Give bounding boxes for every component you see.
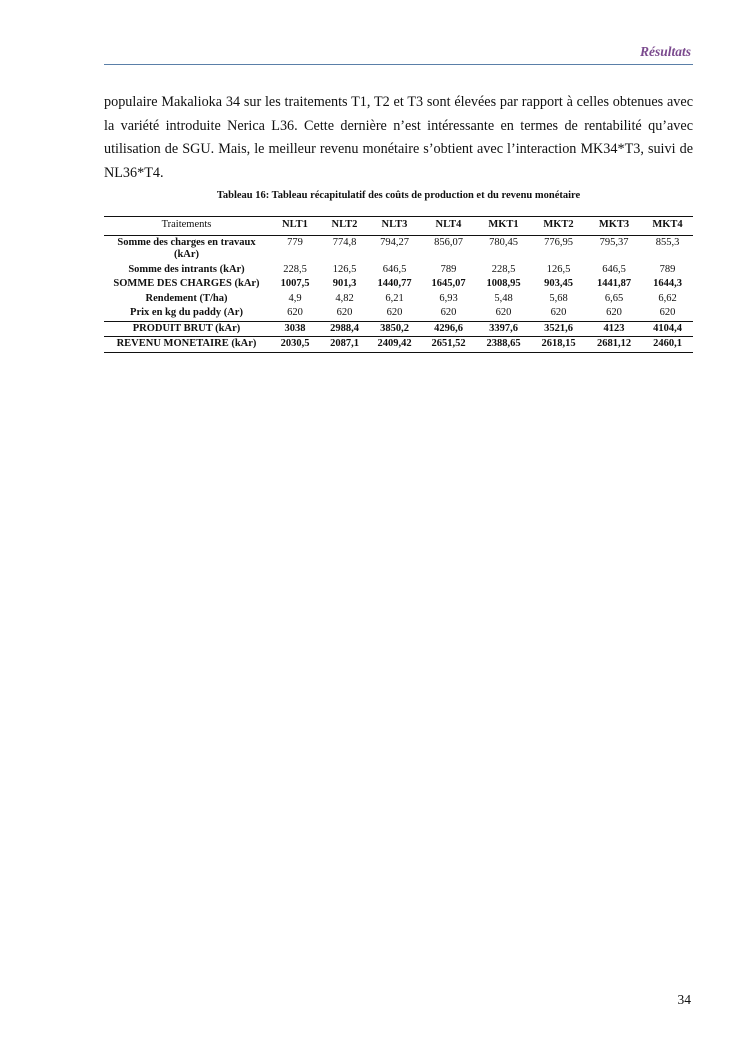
table-cell: 2681,12	[586, 337, 642, 353]
table-cell: 3521,6	[531, 321, 586, 337]
table-cell: 776,95	[544, 236, 573, 248]
column-header: MKT1	[476, 217, 531, 236]
column-header: Traitements	[104, 217, 269, 236]
table-cell: 228,5	[283, 263, 307, 275]
table-row	[104, 337, 693, 353]
column-header: MKT4	[642, 217, 693, 236]
table-cell: 2618,15	[531, 337, 586, 353]
table-cell: 4,82	[335, 292, 354, 304]
table-cell: 1441,87	[596, 278, 632, 289]
table-row	[104, 306, 693, 321]
table-cell: 2651,52	[421, 337, 476, 353]
table-cell: 1008,95	[486, 278, 521, 289]
table-cell: 6,62	[658, 292, 677, 304]
table-cell: 2388,65	[476, 337, 531, 353]
column-header: MKT3	[586, 217, 642, 236]
table-cell: 126,5	[332, 263, 357, 275]
table-cell: 2030,5	[269, 337, 321, 353]
page-number: 34	[677, 992, 691, 1007]
table-cell: 789	[440, 263, 457, 275]
table-cell: 1644,3	[653, 278, 682, 289]
table-cell: 620	[336, 307, 353, 318]
table-cell: 901,3	[332, 278, 357, 289]
table-cell: 126,5	[546, 263, 571, 275]
row-label: Somme des charges en travaux (kAr)	[117, 236, 256, 260]
table-cell: 4,9	[288, 292, 302, 304]
row-label: REVENU MONETAIRE (kAr)	[104, 337, 269, 353]
table-cell: 620	[550, 307, 567, 318]
table-row	[104, 263, 693, 278]
table-cell: 795,37	[599, 236, 629, 248]
summary-table	[104, 216, 693, 353]
table-cell: 780,45	[489, 236, 518, 248]
table-cell: 3850,2	[368, 321, 421, 337]
table-cell: 4123	[586, 321, 642, 337]
table-cell: 1007,5	[280, 278, 310, 289]
table-cell: 6,93	[439, 292, 458, 304]
table-cell: 1440,77	[377, 278, 412, 289]
table-cell: 2409,42	[368, 337, 421, 353]
table-cell: 2087,1	[321, 337, 368, 353]
table-cell: 5,48	[494, 292, 513, 304]
column-header: NLT1	[269, 217, 321, 236]
row-label: PRODUIT BRUT (kAr)	[104, 321, 269, 337]
table-cell: 620	[659, 307, 676, 318]
table-cell: 646,5	[602, 263, 626, 275]
column-header: NLT3	[368, 217, 421, 236]
table-cell: 3038	[269, 321, 321, 337]
column-header: MKT2	[531, 217, 586, 236]
table-caption: Tableau 16: Tableau récapitulatif des coûts de production et du revenu monétaire	[216, 190, 581, 201]
table-cell: 6,21	[385, 292, 404, 304]
section-title: Résultats	[639, 44, 691, 59]
table-cell: 779	[287, 236, 303, 248]
table-row	[104, 235, 693, 263]
table-cell: 903,45	[544, 278, 573, 289]
table-cell: 620	[606, 307, 622, 318]
column-header: NLT2	[321, 217, 368, 236]
table-row	[104, 321, 693, 337]
table-cell: 646,5	[382, 263, 407, 275]
table-cell: 620	[287, 307, 303, 318]
table-row	[104, 292, 693, 307]
table-cell: 5,68	[549, 292, 568, 304]
table-cell: 2460,1	[642, 337, 693, 353]
table-cell: 855,3	[655, 236, 680, 248]
table-cell: 620	[386, 307, 403, 318]
column-header: NLT4	[421, 217, 476, 236]
row-label: Prix en kg du paddy (Ar)	[130, 307, 243, 318]
row-label: Rendement (T/ha)	[145, 292, 228, 304]
table-header-row	[104, 217, 693, 236]
table-cell: 228,5	[491, 263, 516, 275]
body-paragraph: populaire Makalioka 34 sur les traitements T1, T2 et T3 sont élevées par rapport à celles obtenues avec la variété introduite Nerica L36. Cette dernière n’est intéressante en termes de rentabilité qu’avec utilisation de SGU. Mais, le meilleur revenu monétaire s’obtient avec l’interaction MK34*T3, suivi de NL36*T4.	[104, 94, 693, 181]
table-cell: 620	[495, 307, 512, 318]
table-cell: 2988,4	[321, 321, 368, 337]
row-label: Somme des intrants (kAr)	[128, 263, 245, 275]
table-cell: 794,27	[380, 236, 409, 248]
table-cell: 4296,6	[421, 321, 476, 337]
table-cell: 1645,07	[431, 278, 466, 289]
table-cell: 6,65	[604, 292, 624, 304]
table-cell: 4104,4	[642, 321, 693, 337]
table-cell: 620	[440, 307, 457, 318]
page-header	[104, 42, 693, 65]
table-cell: 774,8	[332, 236, 357, 248]
table-cell: 3397,6	[476, 321, 531, 337]
table-cell: 856,07	[434, 236, 463, 248]
table-row	[104, 277, 693, 292]
table-cell: 789	[659, 263, 676, 275]
row-label: SOMME DES CHARGES (kAr)	[113, 278, 260, 289]
